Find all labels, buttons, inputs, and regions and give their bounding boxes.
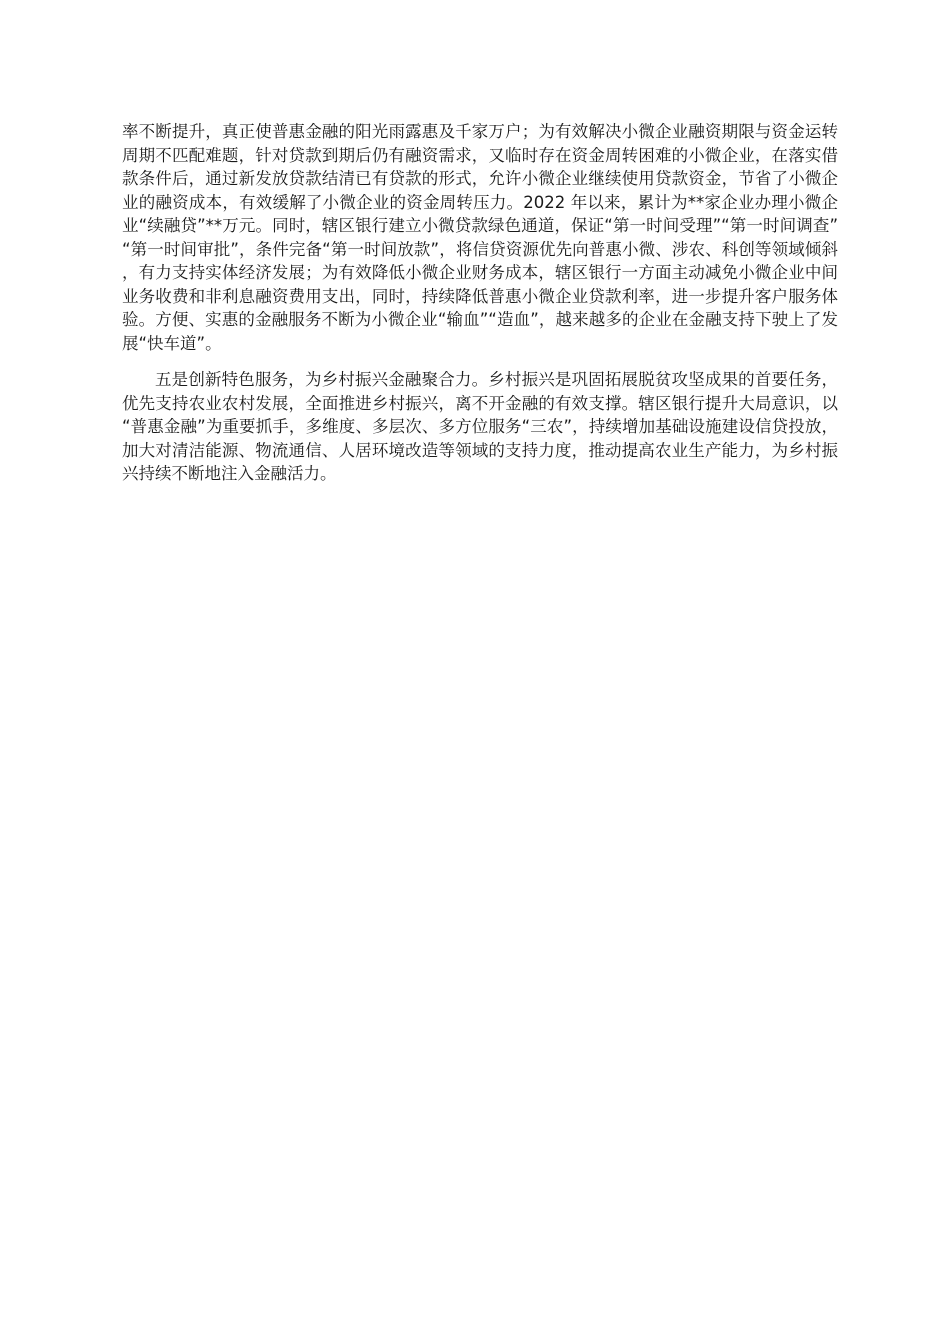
body-paragraph-continuation: 率不断提升，真正使普惠金融的阳光雨露惠及千家万户；为有效解决小微企业融资期限与资金运转周期不匹配难题，针对贷款到期后仍有融资需求，又临时存在资金周转困难的小微企业，在落实借款条件后，通过新发放贷款结清已有贷款的形式，允许小微企业继续使用贷款资金，节省了小微企业的融资成本，有效缓解了小微企业的资金周转压力。2022 年以来，累计为**家企业办理小微企业“续融贷”**万元。同时，辖区银行建立小微贷款绿色通道，保证“第一时间受理”“第一时间调查”“第一时间审批”，条件完备“第一时间放款”，将信贷资源优先向普惠小微、涉农、科创等领域倾斜，有力支持实体经济发展；为有效降低小微企业财务成本，辖区银行一方面主动减免小微企业中间业务收费和非利息融资费用支出，同时，持续降低普惠小微企业贷款利率，进一步提升客户服务体验。方便、实惠的金融服务不断为小微企业“输血”“造血”，越来越多的企业在金融支持下驶上了发展“快车道”。 xyxy=(122,122,838,353)
document-body xyxy=(122,120,838,486)
body-paragraph-rural-revitalization: 五是创新特色服务，为乡村振兴金融聚合力。乡村振兴是巩固拓展脱贫攻坚成果的首要任务，优先支持农业农村发展，全面推进乡村振兴，离不开金融的有效支撑。辖区银行提升大局意识，以“普惠金融”为重要抓手，多维度、多层次、多方位服务“三农”，持续增加基础设施建设信贷投放，加大对清洁能源、物流通信、人居环境改造等领域的支持力度，推动提高农业生产能力，为乡村振兴持续不断地注入金融活力。 xyxy=(122,370,838,483)
